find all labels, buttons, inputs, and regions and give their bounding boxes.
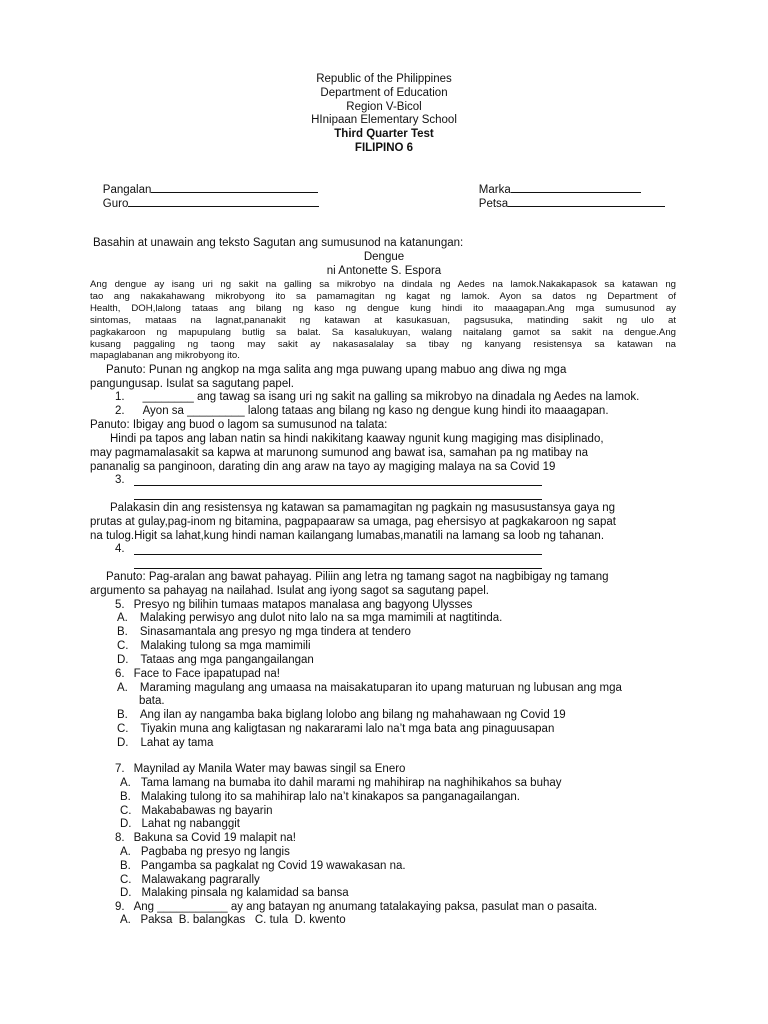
item-number: 2.	[115, 405, 125, 417]
choice-text: Ang ilan ay nangamba baka biglang lolobo ang bilang ng mahahawaan ng Covid 19	[139, 709, 566, 721]
question-text: Presyo ng bilihin tumaas matapos manalasa ang bagyong Ulysses	[133, 599, 473, 611]
choice-text: Malawakang pagrarally	[141, 874, 260, 886]
choice-5d[interactable]	[117, 654, 314, 666]
item-4	[115, 543, 125, 555]
story-line: kusang paggaling ng taong may sakit ay nakasasalalay sa tibay ng kanyang resistensya sa katawan na	[90, 338, 676, 350]
story-line: Ang dengue ay isang uri ng sakit na galling sa mikrobyo na dindala ng Aedes na lamok.Nakakapasok sa katawan ng	[90, 279, 676, 290]
question-text: Maynilad ay Manila Water may bawas singil sa Enero	[133, 763, 406, 775]
choice-letter: D.	[120, 818, 132, 830]
header-department: Department of Education	[320, 87, 448, 99]
item-pretext: Ayon sa	[142, 405, 188, 417]
panuto2-para2-line3: na tulog.Higit sa lahat,kung hindi naman kailangang lumabas,manatili na lamang sa loob ng tahanan.	[90, 530, 605, 542]
choice-5a[interactable]	[117, 612, 502, 624]
choice-7c[interactable]	[120, 805, 273, 817]
choice-6c[interactable]	[117, 723, 554, 735]
story-line: pagkakaroon ng mapupulang butlig sa balat. Sa kasalukuyan, walang naitalang gamot sa sakit na dengue.Ang	[90, 326, 676, 338]
petsa-blank[interactable]	[508, 195, 665, 207]
panuto3-line2: argumento sa pahayag na nailahad. Isulat ang iyong sagot sa sagutang papel.	[90, 585, 489, 597]
guro-blank[interactable]	[128, 195, 319, 207]
field-petsa-label: Petsa	[478, 198, 509, 210]
choice-letter: A.	[120, 777, 131, 789]
answer-line[interactable]	[134, 568, 542, 569]
panuto2-para1-line2: may pagmamalasakit sa kapwa at marunong sumunod ang bawat isa, samahan pa ng matibay na	[90, 447, 588, 459]
story-author: ni Antonette S. Espora	[326, 265, 442, 277]
question-pretext: Ang	[133, 901, 158, 913]
header-republic: Republic of the Philippines	[316, 73, 452, 85]
choice-letter: D.	[120, 887, 132, 899]
field-petsa	[466, 183, 665, 222]
item-text: lalong tataas ang bilang ng kaso ng dengue kung hindi ito maaagapan.	[244, 405, 609, 417]
choice-text: Lahat ay tama	[140, 737, 214, 749]
choice-letter: C.	[120, 805, 132, 817]
choice-text: Pangamba sa pagkalat ng Covid 19 wawakasan na.	[140, 860, 406, 872]
choice-text: Makababawas ng bayarin	[141, 805, 273, 817]
item-2	[115, 405, 609, 417]
choice-letter: B.	[117, 709, 128, 721]
choice-letter: B.	[120, 860, 131, 872]
choice-text: Malaking tulong sa mga mamimili	[140, 640, 311, 652]
story-title: Dengue	[363, 251, 405, 263]
choice-8d[interactable]	[120, 887, 349, 899]
choice-5c[interactable]	[117, 640, 311, 652]
item-number: 3.	[115, 474, 125, 486]
panuto1-line1: Panuto: Punan ng angkop na mga salita ang mga puwang upang mabuo ang diwa ng mga	[106, 364, 567, 376]
question-5	[115, 599, 472, 611]
story-line: Health, DOH,lalong tataas ang bilang ng kaso ng dengue kung hindi ito maaagapan.Ang mga sumusunod ay	[90, 302, 676, 314]
choice-text: Tiyakin muna ang kaligtasan ng nakararami lalo na’t mga bata ang pinaguusapan	[140, 723, 555, 735]
story-line: sintomas, mataas na lagnat,pananakit ng katawan at kasukasuan, pagsusuka, matinding sakit ng ulo at	[90, 314, 676, 326]
question-text: ay ang batayan ng anumang tatalakaying paksa, pasulat man o pasaita.	[227, 901, 598, 913]
choice-7d[interactable]	[120, 818, 240, 830]
choice-text: Tataas ang mga pangangailangan	[140, 654, 314, 666]
question-number: 6.	[115, 668, 125, 680]
choice-letter: D.	[117, 654, 129, 666]
field-guro	[90, 183, 319, 222]
choice-letter: C.	[117, 640, 129, 652]
choice-7b[interactable]	[120, 791, 520, 803]
question-6	[115, 668, 280, 680]
choice-letter: C.	[117, 723, 129, 735]
field-marka-label: Marka	[478, 184, 511, 196]
choice-6b[interactable]	[117, 709, 566, 721]
choice-letter: A.	[120, 846, 131, 858]
choice-letter: B.	[117, 626, 128, 638]
choice-text: Pagbaba ng presyo ng langis	[140, 846, 290, 858]
header-subject: FILIPINO 6	[354, 142, 414, 154]
item-number: 4.	[115, 543, 125, 555]
question-7	[115, 763, 405, 775]
question-number: 7.	[115, 763, 125, 775]
choices-9-inline: A. Paksa B. balangkas C. tula D. kwento	[120, 914, 346, 926]
story-line: tao ang nakakahawang mikrobyong ito sa pamamagitan ng kagat ng lamok. Ayon sa datos ng Department of	[90, 290, 676, 302]
main-instruction: Basahin at unawain ang teksto Sagutan ang sumusunod na katanungan:	[93, 237, 464, 249]
choice-text: Sinasamantala ang presyo ng mga tindera at tendero	[139, 626, 411, 638]
choice-6a[interactable]	[117, 682, 622, 694]
choice-5b[interactable]	[117, 626, 411, 638]
choice-8b[interactable]	[120, 860, 406, 872]
question-number: 8.	[115, 832, 125, 844]
choice-text: Tama lamang na bumaba ito dahil marami ng mahihirap na naghihikahos sa buhay	[140, 777, 562, 789]
item-blank[interactable]: ________	[142, 391, 194, 403]
field-guro-label: Guro	[102, 198, 129, 210]
choice-7a[interactable]	[120, 777, 562, 789]
answer-line[interactable]	[134, 485, 542, 486]
panuto3-line1: Panuto: Pag-aralan ang bawat pahayag. Piliin ang letra ng tamang sagot na nagbibigay ng tamang	[106, 571, 609, 583]
story-line: mapaglabanan ang mikrobyong ito.	[90, 350, 240, 362]
choice-letter: C.	[120, 874, 132, 886]
panuto2-para2-line2: prutas at gulay,pag-inom ng bitamina, pagpapaaraw sa umaga, pag ehersisyo at pagkakaroon ng sapat	[90, 516, 616, 528]
story-paragraph	[90, 279, 676, 362]
question-number: 5.	[115, 599, 125, 611]
panuto1-line2: pangungusap. Isulat sa sagutang papel.	[90, 378, 294, 390]
panuto2-line1: Panuto: Ibigay ang buod o lagom sa sumusunod na talata:	[90, 419, 388, 431]
choice-letter: D.	[117, 737, 129, 749]
header-test-title: Third Quarter Test	[334, 128, 434, 140]
question-8	[115, 832, 296, 844]
item-number: 1.	[115, 391, 125, 403]
choice-6a-cont: bata.	[139, 695, 165, 707]
choice-8c[interactable]	[120, 874, 260, 886]
choice-text: Maraming magulang ang umaasa na maisakatuparan ito upang maturuan ng lubusan ang mga	[139, 682, 622, 694]
header-region: Region V-Bicol	[346, 101, 422, 113]
item-3	[115, 474, 125, 486]
panuto2-para1-line3: pananalig sa panginoon, darating din ang araw na tayo ay magiging malaya na sa Covid 19	[90, 461, 556, 473]
choice-letter: A.	[117, 682, 128, 694]
panuto2-para1-line1: Hindi pa tapos ang laban natin sa hindi nakikitang kaaway ngunit kung magiging mas disiplinado,	[110, 433, 604, 445]
choice-8a[interactable]	[120, 846, 290, 858]
answer-line[interactable]	[134, 554, 542, 555]
question-text: Face to Face ipapatupad na!	[133, 668, 280, 680]
choice-text: Malaking tulong ito sa mahihirap lalo na’t kinakapos sa panganagailangan.	[140, 791, 520, 803]
question-9	[115, 901, 597, 913]
panuto2-para2-line1: Palakasin din ang resistensya ng katawan sa pamamagitan ng pagkain ng masusustansya gaya ng	[110, 502, 616, 514]
question-number: 9.	[115, 901, 125, 913]
question-blank[interactable]: ___________	[157, 901, 228, 913]
item-text: ang tawag sa isang uri ng sakit na galling sa mikrobyo na dinadala ng Aedes na lamok.	[193, 391, 640, 403]
field-pangalan-label: Pangalan	[102, 184, 152, 196]
question-text: Bakuna sa Covid 19 malapit na!	[133, 832, 296, 844]
answer-line[interactable]	[134, 499, 542, 500]
choice-text: Lahat ng nabanggit	[141, 818, 240, 830]
choice-letter: B.	[120, 791, 131, 803]
choice-text: Malaking perwisyo ang dulot nito lalo na sa mga mamimili at nagtitinda.	[139, 612, 503, 624]
choice-text: Malaking pinsala ng kalamidad sa bansa	[141, 887, 349, 899]
item-blank[interactable]: _________	[187, 405, 245, 417]
header-school: HInipaan Elementary School	[311, 114, 457, 126]
item-1	[115, 391, 639, 403]
choice-6d[interactable]	[117, 737, 213, 749]
choice-letter: A.	[117, 612, 128, 624]
